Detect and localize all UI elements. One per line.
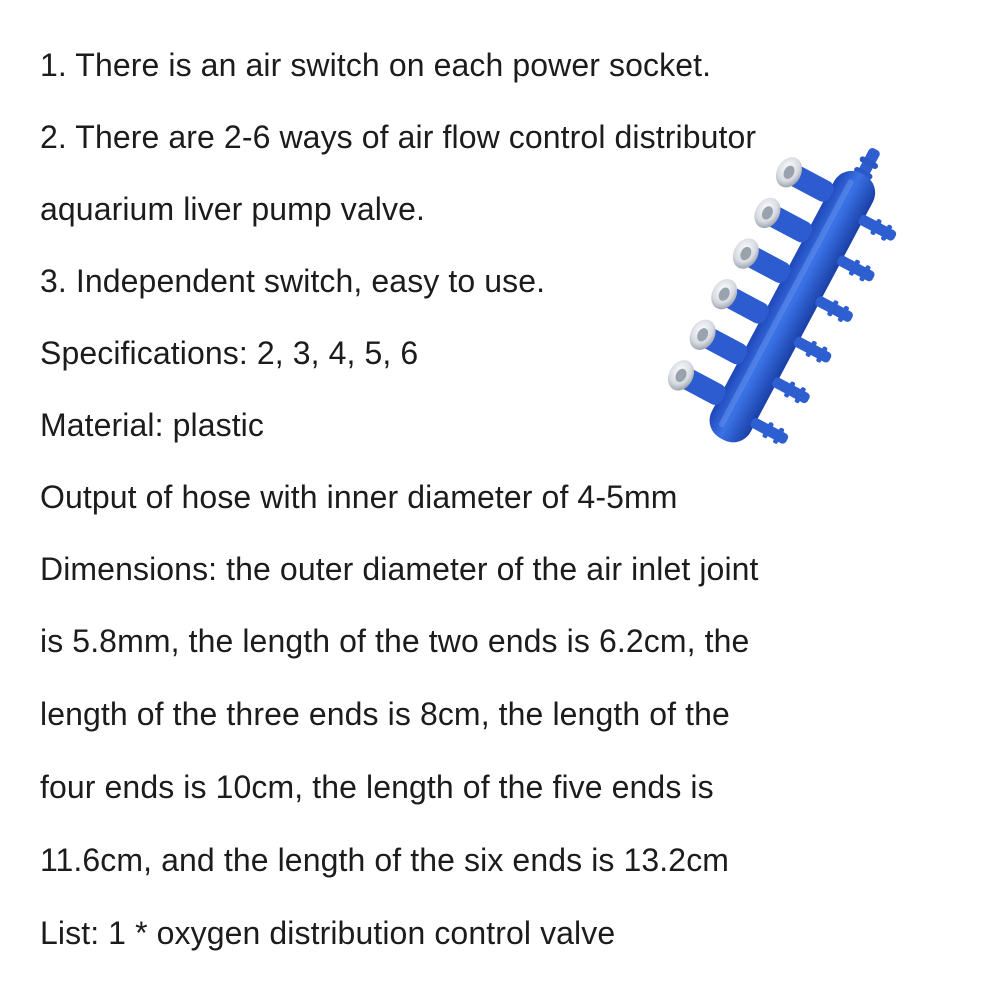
dimensions-line-5: 11.6cm, and the length of the six ends is 13.2cm [40,842,730,878]
hose-output-line: Output of hose with inner diameter of 4-5mm [40,479,678,515]
material-line: Material: plastic [40,407,264,443]
feature-line-2-cont: aquarium liver pump valve. [40,191,425,227]
dimensions-line-2: is 5.8mm, the length of the two ends is 6.2cm, the [40,623,750,659]
dimensions-line-4: four ends is 10cm, the length of the five ends is [40,769,714,805]
feature-line-1: 1. There is an air switch on each power socket. [40,47,712,83]
package-list-line: List: 1 * oxygen distribution control valve [40,915,616,951]
dimensions-line-1: Dimensions: the outer diameter of the air inlet joint [40,551,759,587]
feature-line-2: 2. There are 2-6 ways of air flow control distributor [40,119,757,155]
feature-line-3: 3. Independent switch, easy to use. [40,263,546,299]
dimensions-line-3: length of the three ends is 8cm, the length of the [40,696,730,732]
air-distributor-valve-image [650,130,940,480]
specifications-line: Specifications: 2, 3, 4, 5, 6 [40,335,419,371]
